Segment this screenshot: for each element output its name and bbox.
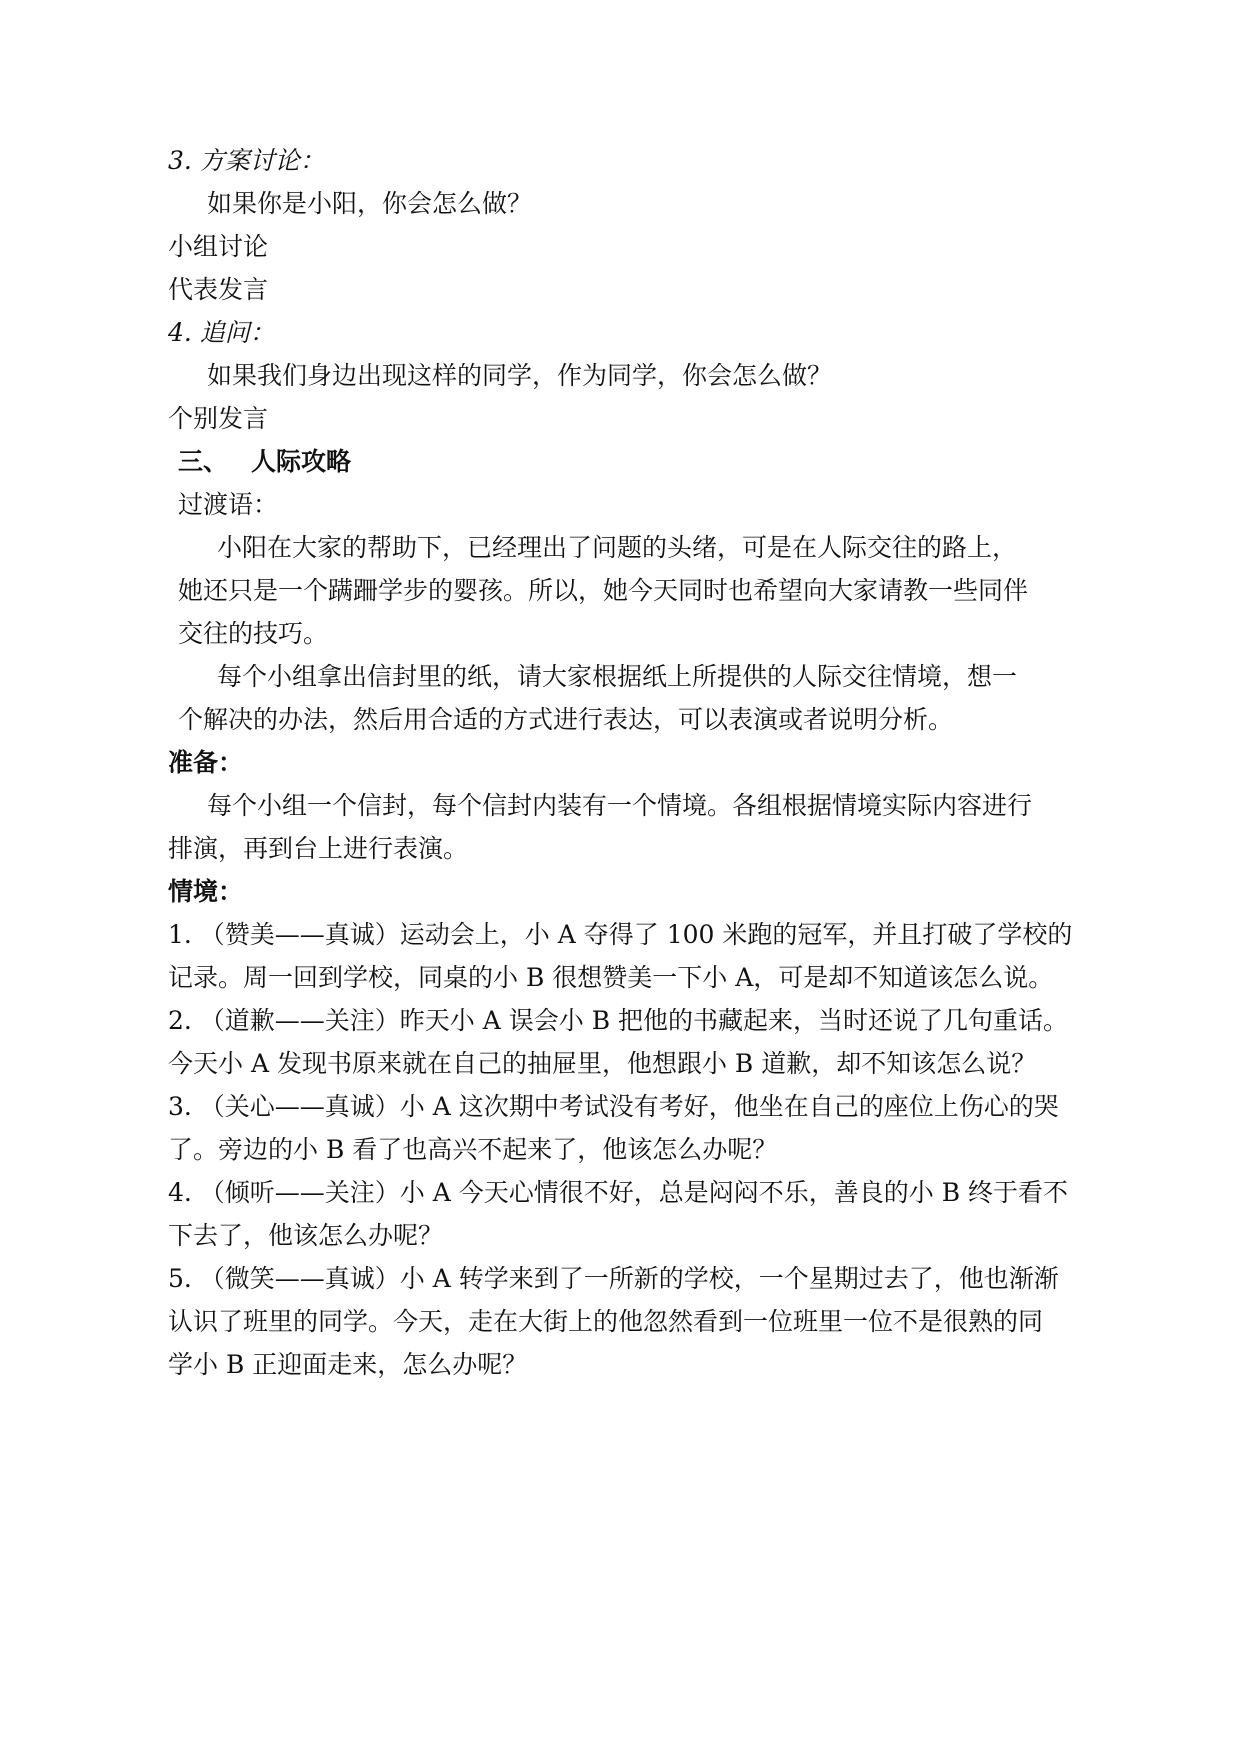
scenario-5-line-2: 认识了班里的同学。今天，走在大街上的他忽然看到一位班里一位不是很熟的同 [168, 1307, 1044, 1336]
scenario-2-line-1: 2. （道歉——关注）昨天小 A 误会小 B 把他的书藏起来，当时还说了几句重话。 [168, 1006, 1069, 1035]
transition-paragraph-2-line-2: 个解决的办法，然后用合适的方式进行表达，可以表演或者说明分析。 [178, 705, 954, 734]
transition-paragraph-2-line-1: 每个小组拿出信封里的纸，请大家根据纸上所提供的人际交往情境，想一 [217, 662, 1018, 691]
section-4-title: 4. 追问： [168, 318, 275, 347]
preparation-label: 准备： [168, 748, 244, 777]
section-3-step-1: 小组讨论 [168, 232, 269, 261]
preparation-line-1: 每个小组一个信封，每个信封内装有一个情境。各组根据情境实际内容进行 [207, 791, 1033, 820]
scenario-5-line-1: 5. （微笑——真诚）小 A 转学来到了一所新的学校，一个星期过去了，他也渐渐 [168, 1264, 1059, 1293]
scenario-3-line-2: 了。旁边的小 B 看了也高兴不起来了，他该怎么办呢？ [168, 1135, 778, 1164]
section-4-question: 如果我们身边出现这样的同学，作为同学，你会怎么做？ [207, 361, 833, 390]
scenarios-label: 情境： [168, 877, 244, 906]
section-4-step-1: 个别发言 [168, 404, 269, 433]
section-3-question: 如果你是小阳，你会怎么做？ [207, 189, 533, 218]
section-3-title: 3. 方案讨论： [168, 146, 325, 175]
scenario-1-line-1: 1. （赞美——真诚）运动会上，小 A 夺得了 100 米跑的冠军，并且打破了学校的 [168, 920, 1073, 949]
preparation-line-2: 排演，再到台上进行表演。 [168, 834, 469, 863]
scenario-5-line-3: 学小 B 正迎面走来，怎么办呢？ [168, 1350, 528, 1379]
scenario-3-line-1: 3. （关心——真诚）小 A 这次期中考试没有考好，他坐在自己的座位上伤心的哭 [168, 1092, 1059, 1121]
scenario-2-line-2: 今天小 A 发现书原来就在自己的抽屉里，他想跟小 B 道歉，却不知该怎么说？ [168, 1049, 1037, 1078]
transition-paragraph-1-line-1: 小阳在大家的帮助下，已经理出了问题的头绪，可是在人际交往的路上， [217, 533, 1018, 562]
transition-label: 过渡语： [178, 490, 279, 519]
part-three-number: 三、 [178, 447, 229, 476]
transition-paragraph-1-line-2: 她还只是一个蹒跚学步的婴孩。所以，她今天同时也希望向大家请教一些同伴 [178, 576, 1029, 605]
scenario-1-line-2: 记录。周一回到学校，同桌的小 B 很想赞美一下小 A，可是却不知道该怎么说。 [168, 963, 1054, 992]
scenario-4-line-1: 4. （倾听——关注）小 A 今天心情很不好，总是闷闷不乐，善良的小 B 终于看不 [168, 1178, 1069, 1207]
transition-paragraph-1-line-3: 交往的技巧。 [178, 619, 329, 648]
part-three-title: 人际攻略 [251, 447, 352, 476]
section-3-step-2: 代表发言 [168, 275, 269, 304]
scenario-4-line-2: 下去了，他该怎么办呢？ [168, 1221, 444, 1250]
